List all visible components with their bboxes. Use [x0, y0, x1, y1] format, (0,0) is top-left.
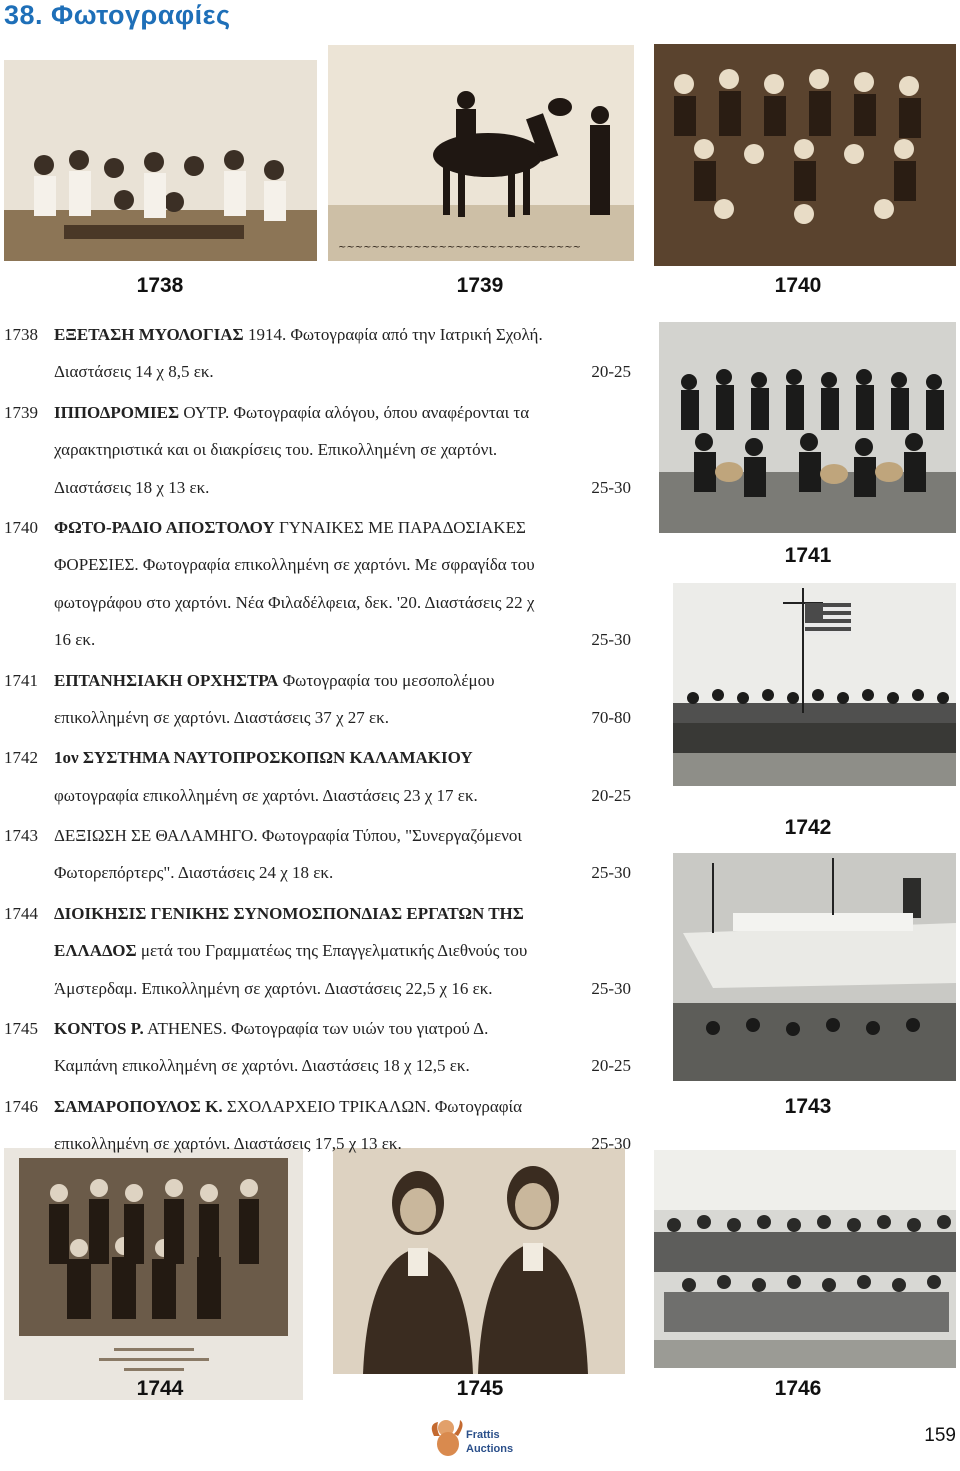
lot-number: 1743 — [4, 826, 38, 846]
lot-price: 25-30 — [591, 477, 631, 497]
lot-price: 20-25 — [591, 362, 631, 382]
photo-1745 — [333, 1148, 625, 1374]
lot-text: 16 εκ. — [54, 630, 96, 650]
lot-title: ΔΙΟΙΚΗΣΙΣ ΓΕΝΙΚΗΣ ΣΥΝΟΜΟΣΠΟΝΔΙΑΣ ΕΡΓΑΤΩΝ ΤΗΣ — [54, 903, 524, 923]
lot-price: 20-25 — [591, 1056, 631, 1076]
page-title: 38. Φωτογραφίες — [4, 0, 231, 30]
lot-text: χαρακτηριστικά και οι διακρίσεις του. Επικολλημένη σε χαρτόνι. — [54, 440, 498, 460]
photo-women-traditional-costumes-icon — [654, 44, 956, 266]
photo-sea-scouts-flag-icon — [673, 583, 956, 786]
lot-text: Φωτορεπόρτερς". Διαστάσεις 24 χ 18 εκ. — [54, 863, 334, 883]
lot-text: ΣΧΟΛΑΡΧΕΙΟ ΤΡΙΚΑΛΩΝ. Φωτογραφία — [222, 1096, 523, 1116]
lot-price: 25-30 — [591, 978, 631, 998]
photo-union-board-portrait-icon — [4, 1148, 303, 1400]
lot-text: ΟΥΤΡ. Φωτογραφία αλόγου, όπου αναφέρονται τα — [179, 402, 530, 422]
lot-entry — [0, 509, 640, 659]
lot-text: φωτογραφία επικολλημένη σε χαρτόνι. Διαστάσεις 23 χ 17 εκ. — [54, 785, 478, 805]
photo-1746 — [654, 1150, 956, 1368]
lot-text: επικολλημένη σε χαρτόνι. Διαστάσεις 37 χ 27 εκ. — [54, 707, 389, 727]
lot-number: 1744 — [4, 903, 38, 923]
lot-text: ΓΥΝΑΙΚΕΣ ΜΕ ΠΑΡΑΔΟΣΙΑΚΕΣ — [274, 517, 526, 537]
lot-entry — [0, 394, 640, 506]
lot-text: Διαστάσεις 18 χ 13 εκ. — [54, 477, 210, 497]
lot-entry — [0, 1010, 640, 1085]
photo-racehorse-jockey-icon — [328, 45, 634, 261]
lot-text: Διαστάσεις 14 χ 8,5 εκ. — [54, 362, 214, 382]
lot-text: Άμστερδαμ. Επικολλημένη σε χαρτόνι. Διαστάσεις 22,5 χ 16 εκ. — [54, 978, 493, 998]
lot-number: 1739 — [4, 402, 38, 422]
lot-text: ATHENES. Φωτογραφία των υιών του γιατρού Δ. — [143, 1019, 489, 1039]
lot-entry — [0, 316, 640, 391]
logo-line1: Frattis — [466, 1429, 500, 1441]
lot-text: ΦΟΡΕΣΙΕΣ. Φωτογραφία επικολλημένη σε χαρτόνι. Με σφραγίδα του — [54, 555, 535, 575]
lot-text: ΔΕΞΙΩΣΗ ΣΕ ΘΑΛΑΜΗΓΟ. Φωτογραφία Τύπου, "Συνεργαζόμενοι — [54, 826, 523, 846]
photo-1738 — [4, 60, 317, 261]
frattis-auctions-logo — [430, 1414, 530, 1460]
lot-entry — [0, 739, 640, 814]
lot-title: KONTOS P. — [54, 1019, 144, 1039]
lot-number: 1741 — [4, 670, 38, 690]
caption-1740: 1740 — [774, 274, 822, 297]
photo-1744 — [4, 1148, 303, 1400]
cherub-logo-icon — [430, 1414, 530, 1460]
photo-1739 — [328, 45, 634, 261]
caption-1742: 1742 — [784, 816, 832, 839]
lot-number: 1742 — [4, 748, 38, 768]
lot-text: φωτογράφου στο χαρτόνι. Νέα Φιλαδέλφεια, δεκ. '20. Διαστάσεις 22 χ — [54, 592, 535, 612]
lot-title: ΣΑΜΑΡΟΠΟΥΛΟΣ Κ. — [54, 1096, 223, 1116]
lot-descriptions — [0, 316, 640, 1166]
caption-1738: 1738 — [136, 274, 184, 297]
caption-1739: 1739 — [456, 274, 504, 297]
photo-1743 — [673, 853, 956, 1081]
lot-price: 25-30 — [591, 1134, 631, 1154]
lot-price: 25-30 — [591, 630, 631, 650]
lot-text: Καμπάνη επικολλημένη σε χαρτόνι. Διαστάσεις 18 χ 12,5 εκ. — [54, 1056, 470, 1076]
lot-title: ΦΩΤΟ-ΡΑΔΙΟ ΑΠΟΣΤΟΛΟΥ — [54, 517, 275, 537]
lot-entry — [0, 895, 640, 1007]
lot-entry — [0, 817, 640, 892]
lot-price: 25-30 — [591, 863, 631, 883]
lot-title: ΕΛΛΑΔΟΣ — [54, 941, 137, 961]
photo-1740 — [654, 44, 956, 266]
lot-title: ΕΞΕΤΑΣΗ ΜΥΟΛΟΓΙΑΣ — [54, 325, 244, 344]
lot-entry — [0, 1088, 640, 1163]
photo-orchestra-icon — [659, 322, 956, 533]
lot-text: μετά του Γραμματέως της Επαγγελματικής Διεθνούς του — [136, 941, 528, 961]
svg-text:~~~~~~~~~~~~~~~~~~~~~~~~~~~~~: ~~~~~~~~~~~~~~~~~~~~~~~~~~~~~ — [338, 242, 581, 253]
lot-price: 20-25 — [591, 785, 631, 805]
lot-title: 1ον ΣΥΣΤΗΜΑ ΝΑΥΤΟΠΡΟΣΚΟΠΩΝ ΚΑΛΑΜΑΚΙΟΥ — [54, 748, 473, 768]
lot-number: 1740 — [4, 517, 38, 537]
photo-two-brothers-portrait-icon — [333, 1148, 625, 1374]
caption-1745: 1745 — [456, 1377, 504, 1400]
lot-entry — [0, 662, 640, 737]
lot-title: ΙΠΠΟΔΡΟΜΙΕΣ — [54, 402, 180, 422]
caption-1741: 1741 — [784, 544, 832, 567]
lot-text: Φωτογραφία του μεσοπολέμου — [278, 670, 495, 690]
lot-title: ΕΠΤΑΝΗΣΙΑΚΗ ΟΡΧΗΣΤΡΑ — [54, 670, 279, 690]
photo-1742 — [673, 583, 956, 786]
lot-number: 1738 — [4, 325, 38, 344]
lot-price: 70-80 — [591, 707, 631, 727]
lot-text: 1914. Φωτογραφία από την Ιατρική Σχολή. — [243, 325, 543, 344]
caption-1746: 1746 — [774, 1377, 822, 1400]
photo-ship-reception-icon — [673, 853, 956, 1081]
photo-medical-exam-group-icon — [4, 60, 317, 261]
lot-number: 1745 — [4, 1019, 38, 1039]
page-number: 159 — [924, 1425, 956, 1446]
lot-text: επικολλημένη σε χαρτόνι. Διαστάσεις 17,5 χ 13 εκ. — [54, 1134, 402, 1154]
lot-number: 1746 — [4, 1096, 38, 1116]
caption-1743: 1743 — [784, 1095, 832, 1118]
photo-school-children-icon — [654, 1150, 956, 1368]
logo-line2: Auctions — [466, 1443, 514, 1455]
caption-1744: 1744 — [136, 1377, 184, 1400]
photo-1741 — [659, 322, 956, 533]
